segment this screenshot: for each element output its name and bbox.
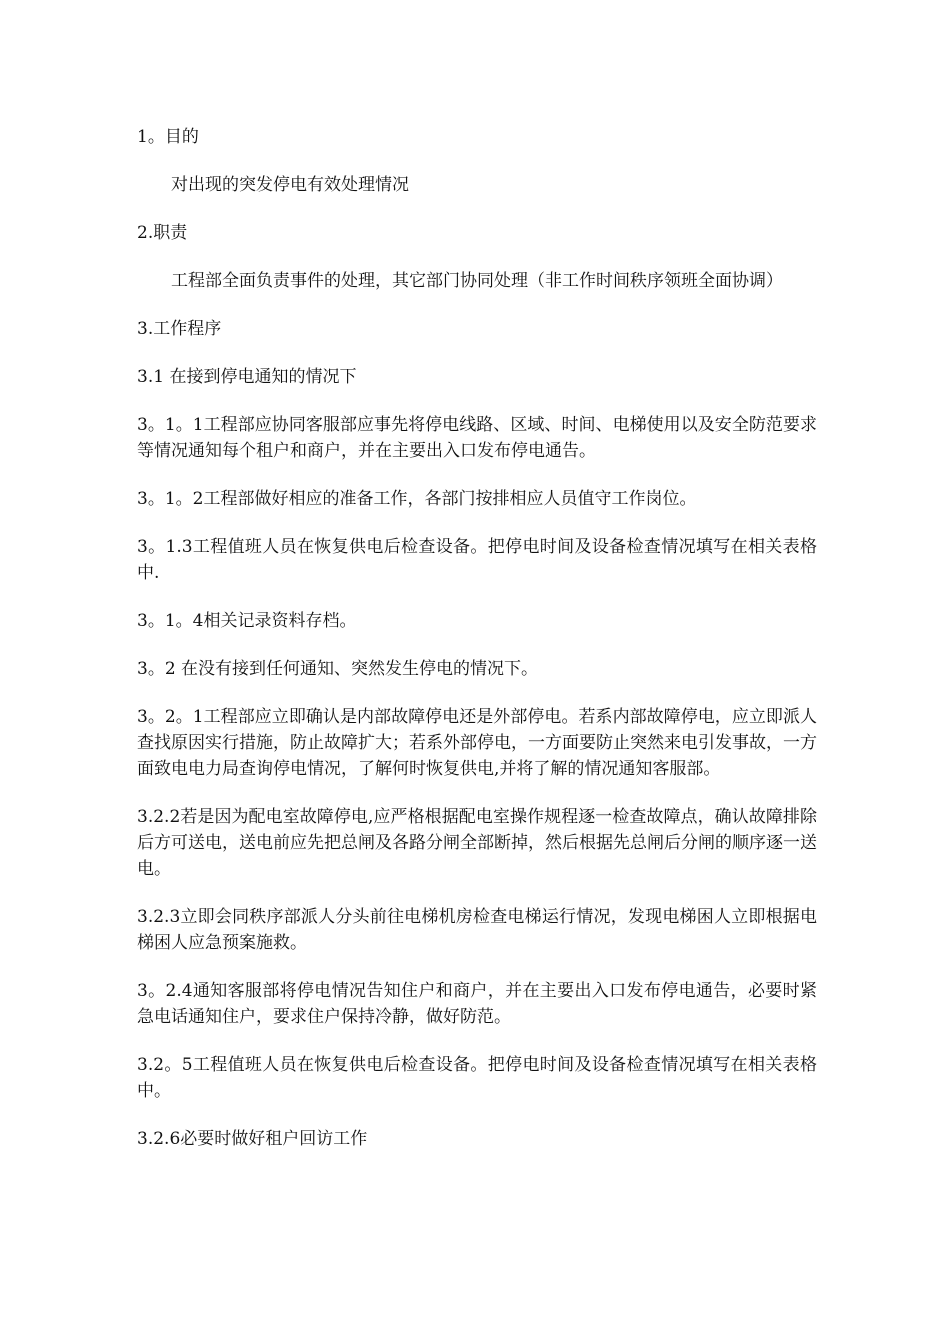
procedure-item-3-1-2: 3。1。2工程部做好相应的准备工作，各部门按排相应人员值守工作岗位。 — [137, 489, 697, 509]
purpose-text: 对出现的突发停电有效处理情况 — [171, 175, 409, 195]
responsibility-text: 工程部全面负责事件的处理，其它部门协同处理（非工作时间秩序领班全面协调） — [171, 271, 783, 291]
procedure-item-3-2-3: 3.2.3立即会同秩序部派人分头前往电梯机房检查电梯运行情况，发现电梯困人立即根据电梯困人应急预案施救。 — [137, 907, 817, 953]
section-heading-purpose: 1。目的 — [137, 127, 199, 147]
procedure-item-3-2-4: 3。2.4通知客服部将停电情况告知住户和商户，并在主要出入口发布停电通告，必要时紧急电话通知住户，要求住户保持冷静，做好防范。 — [137, 981, 817, 1027]
procedure-item-3-2-1: 3。2。1工程部应立即确认是内部故障停电还是外部停电。若系内部故障停电，应立即派人查找原因实行措施，防止故障扩大；若系外部停电，一方面要防止突然来电引发事故，一方面致电电力局查询停电情况，了解何时恢复供电,并将了解的情况通知客服部。 — [137, 707, 817, 779]
subsection-heading-3-2: 3。2 在没有接到任何通知、突然发生停电的情况下。 — [137, 659, 539, 679]
document-body — [137, 124, 817, 1174]
section-heading-procedure: 3.工作程序 — [137, 319, 222, 339]
procedure-item-3-1-1: 3。1。1工程部应协同客服部应事先将停电线路、区域、时间、电梯使用以及安全防范要求等情况通知每个租户和商户，并在主要出入口发布停电通告。 — [137, 415, 817, 461]
procedure-item-3-2-5: 3.2。5工程值班人员在恢复供电后检查设备。把停电时间及设备检查情况填写在相关表格中。 — [137, 1055, 817, 1101]
procedure-item-3-2-6: 3.2.6必要时做好租户回访工作 — [137, 1129, 368, 1149]
subsection-heading-3-1: 3.1 在接到停电通知的情况下 — [137, 367, 357, 387]
procedure-item-3-1-3: 3。1.3工程值班人员在恢复供电后检查设备。把停电时间及设备检查情况填写在相关表格中. — [137, 537, 817, 583]
section-heading-responsibility: 2.职责 — [137, 223, 188, 243]
procedure-item-3-1-4: 3。1。4相关记录资料存档。 — [137, 611, 357, 631]
procedure-item-3-2-2: 3.2.2若是因为配电室故障停电,应严格根据配电室操作规程逐一检查故障点，确认故障排除后方可送电，送电前应先把总闸及各路分闸全部断掉，然后根据先总闸后分闸的顺序逐一送电。 — [137, 807, 817, 879]
